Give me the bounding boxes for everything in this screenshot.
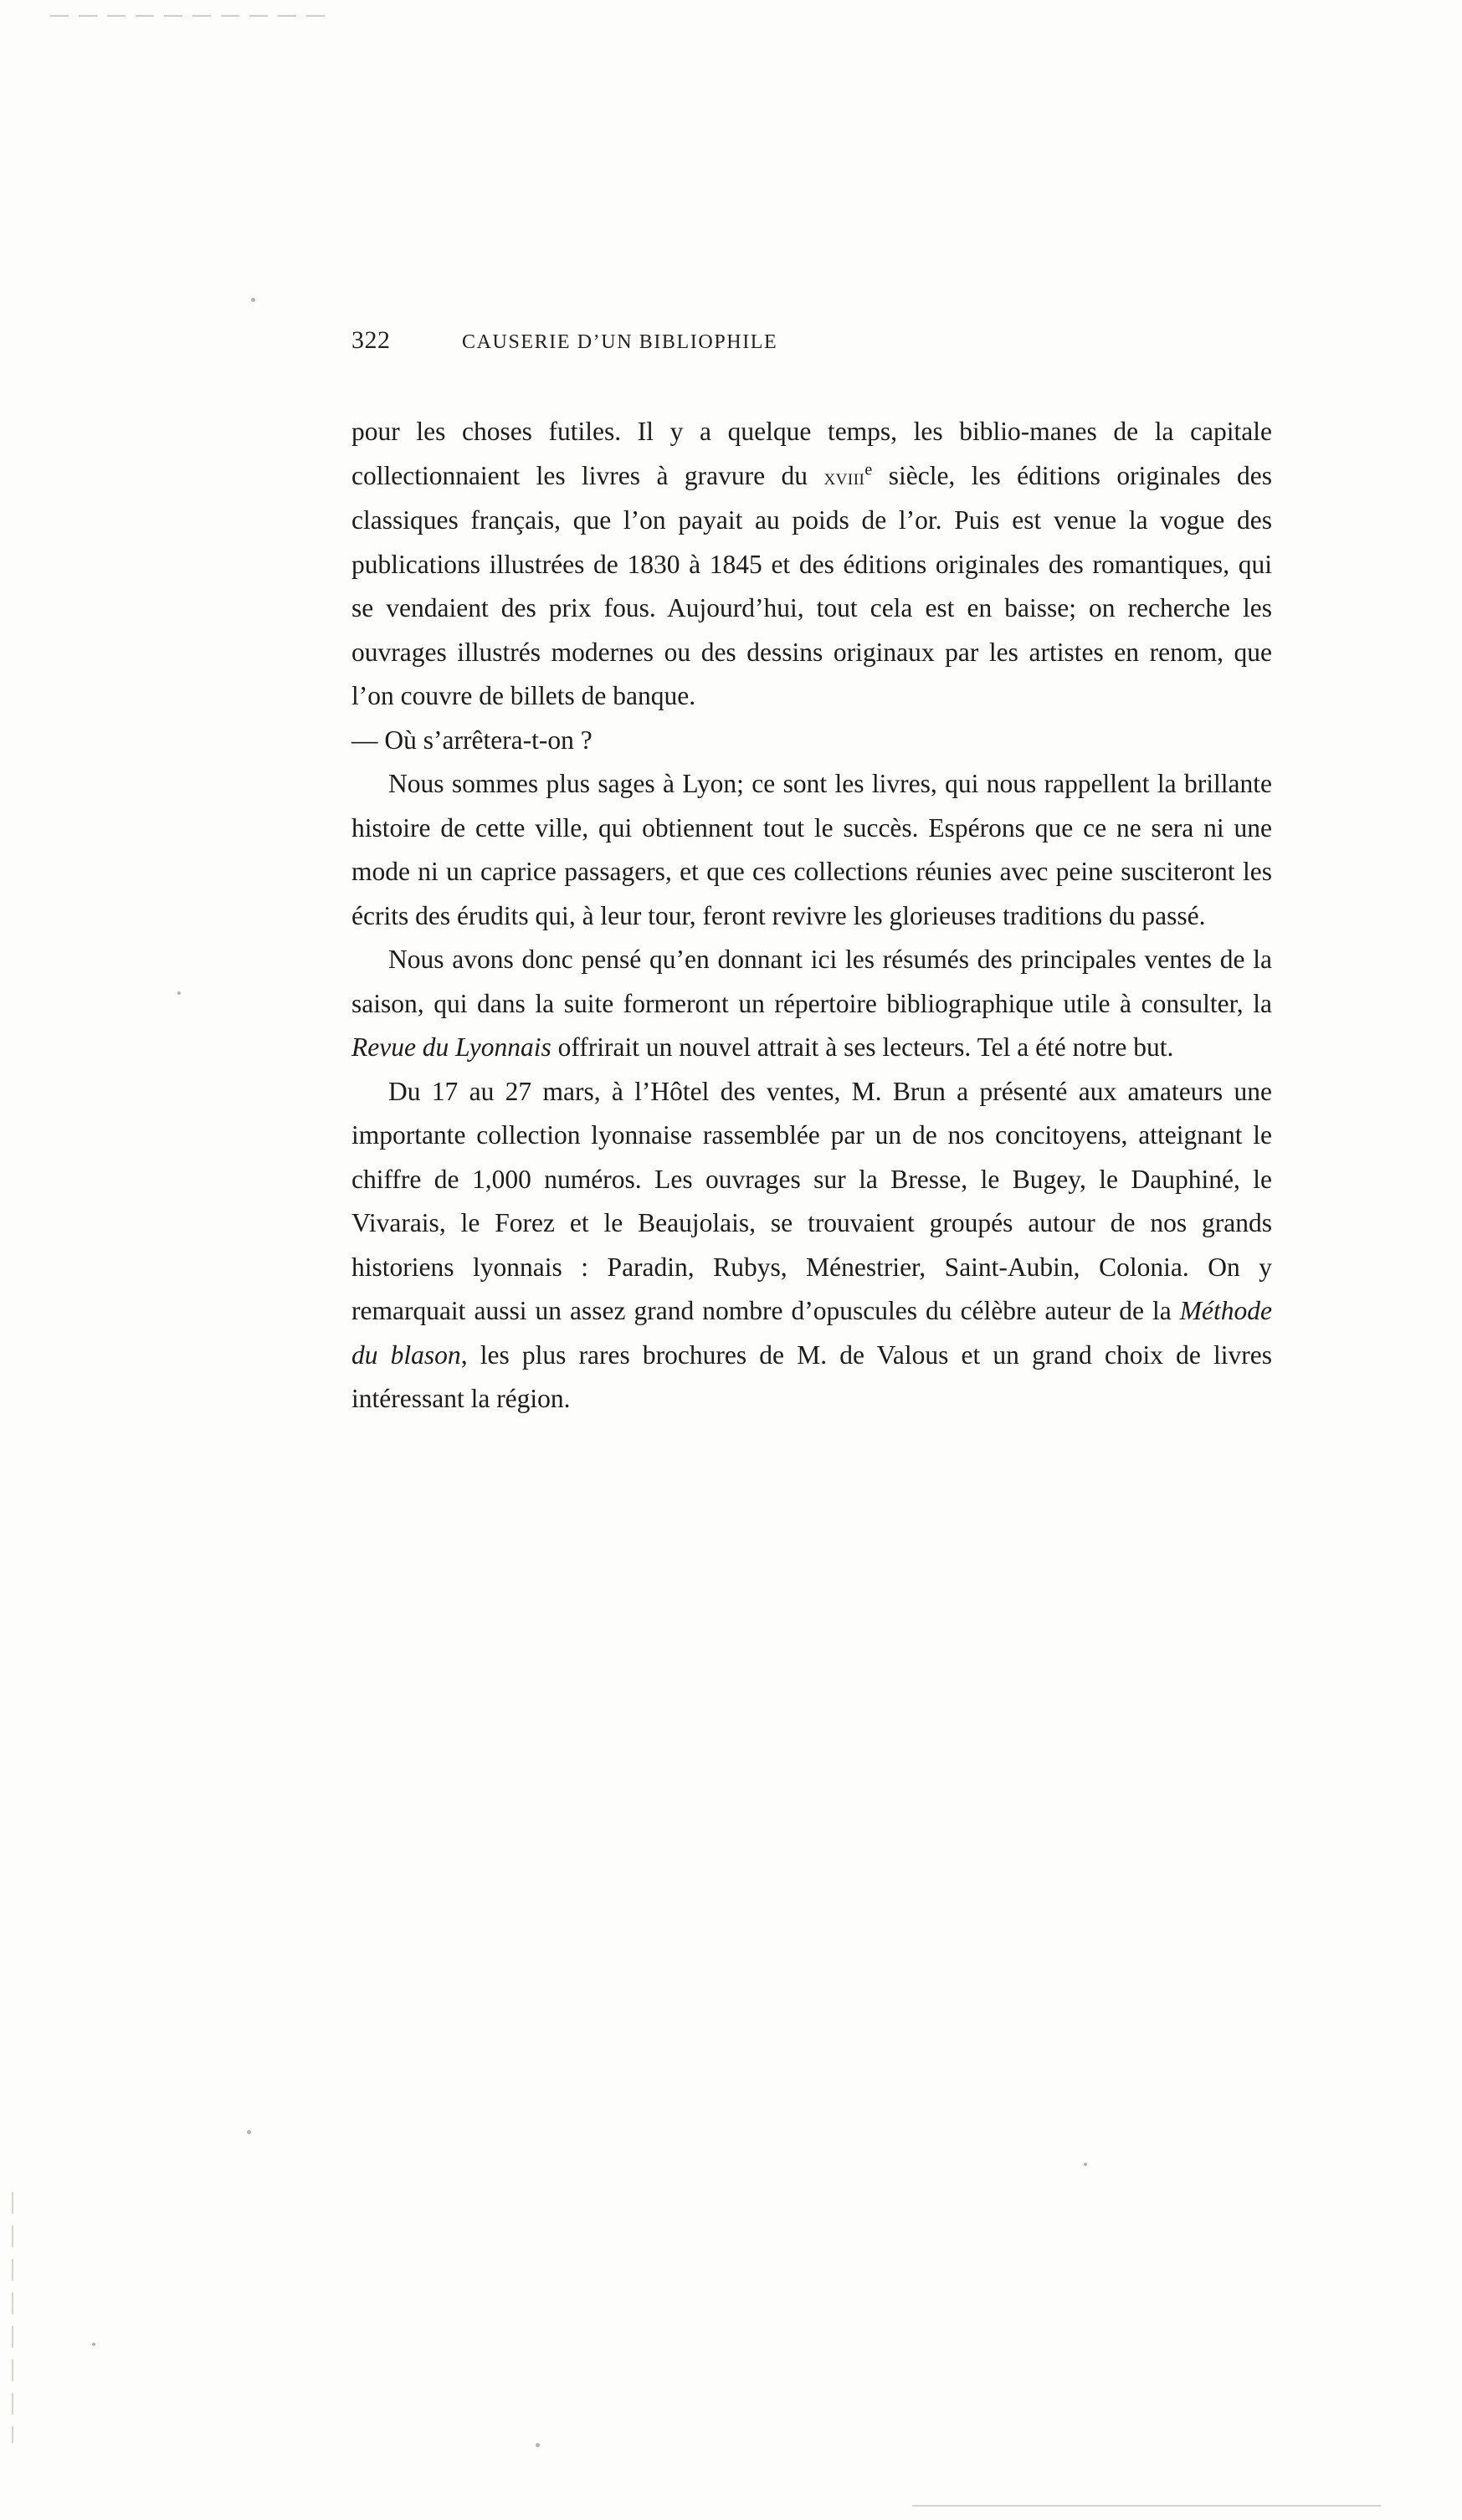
running-head: CAUSERIE D’UN BIBLIOPHILE bbox=[462, 331, 778, 353]
scan-artifact-bottom-edge bbox=[912, 2505, 1381, 2507]
paragraph-3-part-b: offrirait un nouvel attrait à ses lecteurs. Tel a été notre but. bbox=[551, 1032, 1174, 1062]
page-header bbox=[351, 326, 1272, 355]
ordinal-superscript: e bbox=[864, 460, 873, 479]
paragraph-1: pour les choses futiles. Il y a quelque temps, les biblio-manes de la capitale collectionnaient les livres à gravure du xviii$^e$ siècle, les éditions originales des classiques français, que l’on payait au poids de l’or. Puis est venue la vogue des publications illustrées de 1830 à 1845 et des éditions originales des romantiques, qui se vendaient des prix fous. Aujourd’hui, tout cela est en baisse; on recherche les ouvrages illustrés modernes ou des dessins originaux par les artistes en renom, que l’on couvre de billets de banque. — Où s’arrêtera-t-on ? bbox=[351, 417, 1272, 755]
scan-artifact-left-edge bbox=[12, 2192, 13, 2443]
scan-artifact-top-edge bbox=[50, 15, 326, 17]
paragraph-3 bbox=[351, 938, 1272, 1070]
scan-speck bbox=[177, 991, 181, 995]
paragraph-2: Nous sommes plus sages à Lyon; ce sont les livres, qui nous rappellent la brillante histoire de cette ville, qui obtiennent tout le succès. Espérons que ce ne sera ni une mode ni un caprice passagers, et que ces collections réunies avec peine susciteront les écrits des érudits qui, à leur tour, feront revivre les glorieuses traditions du passé. bbox=[351, 769, 1272, 930]
book-title-italic: Méthode du blason bbox=[351, 1296, 1272, 1370]
scan-speck bbox=[251, 298, 255, 302]
paragraph-4-part-b: , les plus rares brochures de M. de Valous et un grand choix de livres intéressant la région. bbox=[351, 1339, 1272, 1413]
body-text bbox=[351, 410, 1272, 1421]
century-smallcaps: xviii bbox=[823, 464, 865, 489]
page-content bbox=[351, 326, 1272, 1421]
paragraph-3-part-a: Nous avons donc pensé qu’en donnant ici les résumés des principales ventes de la saison, qui dans la suite formeront un répertoire bibliographique utile à consulter, la bbox=[351, 945, 1272, 1018]
scan-speck bbox=[247, 2130, 251, 2134]
folio-number: 322 bbox=[351, 326, 391, 354]
journal-title-italic: Revue du Lyonnais bbox=[351, 1032, 551, 1062]
scan-speck bbox=[1084, 2163, 1087, 2166]
paragraph-4 bbox=[351, 1070, 1272, 1421]
paragraph-4-part-a: Du 17 au 27 mars, à l’Hôtel des ventes, M. Brun a présenté aux amateurs une importante collection lyonnaise rassemblée par un de nos concitoyens, atteignant le chiffre de 1,000 numéros. Les ouvrages sur la Bresse, le Bugey, le Dauphiné, le Vivarais, le Forez et le Beaujolais, se trouvaient groupés autour de nos grands historiens lyonnais : Paradin, Rubys, Ménestrier, Saint-Aubin, Colonia. On y remarquait aussi un assez grand nombre d’opuscules du célèbre auteur de la bbox=[351, 1076, 1272, 1325]
scan-speck bbox=[536, 2443, 540, 2447]
scan-speck bbox=[92, 2343, 95, 2346]
